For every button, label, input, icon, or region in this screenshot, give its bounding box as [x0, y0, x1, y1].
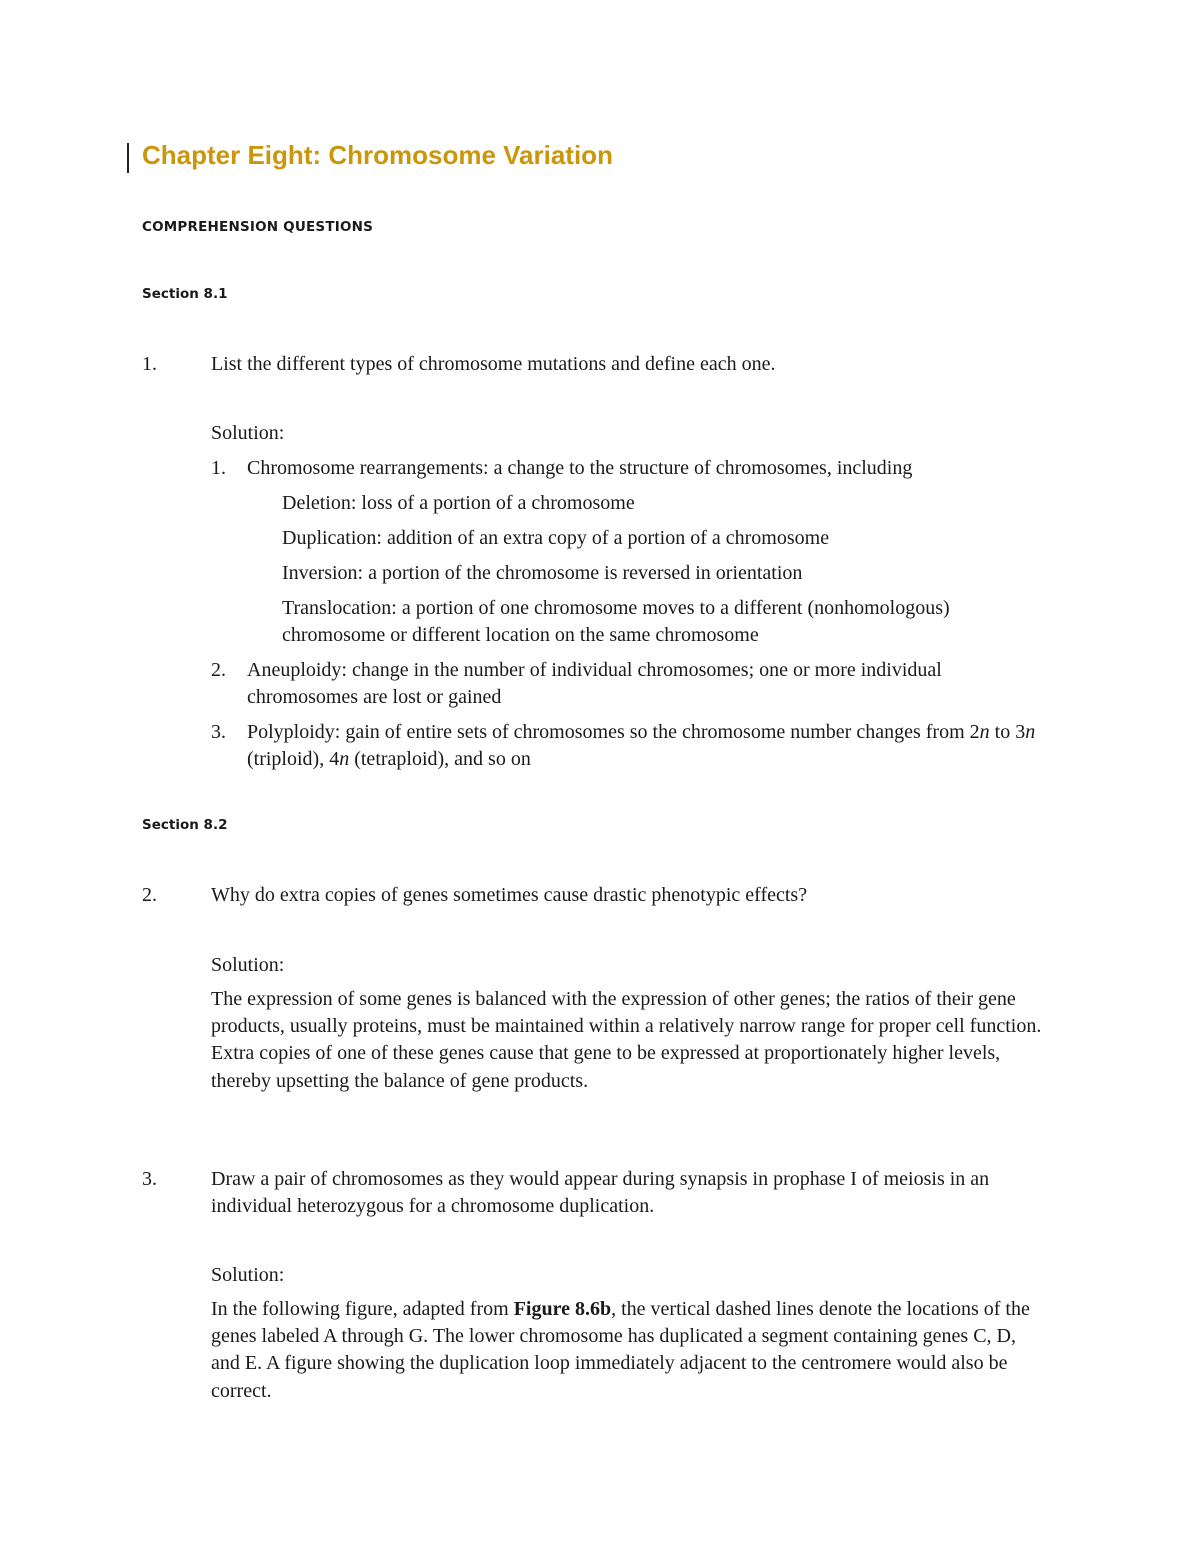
solution-label: Solution:: [211, 422, 285, 444]
section-heading-8-2: Section 8.2: [142, 817, 228, 833]
sub-item-translocation: Translocation: a portion of one chromosome moves to a different (nonhomologous) chromosome or different location on the same chromosome: [282, 597, 950, 646]
question-number: 3.: [142, 1168, 157, 1190]
question-text: Why do extra copies of genes sometimes cause drastic phenotypic effects?: [211, 884, 808, 906]
solution-text: In the following figure, adapted from Figure 8.6b, the vertical dashed lines denote the locations of the genes labeled A through G. The lower chromosome has duplicated a segment containing genes C, D, and E. A figure showing the duplication loop immediately adjacent to the centromere would also be correct.: [211, 1298, 1030, 1402]
solution-text: The expression of some genes is balanced with the expression of other genes; the ratios of their gene products, usually proteins, must be maintained within a relatively narrow range for proper cell function. Extra copies of one of these genes cause that gene to be expressed at proportionately higher levels, thereby upsetting the balance of gene products.: [211, 988, 1042, 1092]
chapter-title: Chapter Eight: Chromosome Variation: [142, 140, 613, 170]
list-item-text: Polyploidy: gain of entire sets of chromosomes so the chromosome number changes from 2n to 3n (triploid), 4n (tetraploid), and so on: [247, 721, 1036, 770]
comprehension-heading: COMPREHENSION QUESTIONS: [142, 219, 374, 235]
figure-reference: Figure 8.6b: [513, 1298, 612, 1320]
question-text: Draw a pair of chromosomes as they would appear during synapsis in prophase I of meiosis in an individual heterozygous for a chromosome duplication.: [211, 1168, 990, 1217]
sub-item-inversion: Inversion: a portion of the chromosome is reversed in orientation: [282, 562, 803, 584]
question-text: List the different types of chromosome mutations and define each one.: [211, 353, 776, 375]
list-item-number: 1.: [211, 457, 226, 479]
list-item-text: Aneuploidy: change in the number of individual chromosomes; one or more individual chromosomes are lost or gained: [247, 659, 942, 708]
sub-item-duplication: Duplication: addition of an extra copy of a portion of a chromosome: [282, 527, 830, 549]
question-number: 2.: [142, 884, 157, 906]
list-item-number: 2.: [211, 659, 226, 681]
solution-label: Solution:: [211, 1264, 285, 1286]
sub-item-deletion: Deletion: loss of a portion of a chromosome: [282, 492, 635, 514]
list-item-number: 3.: [211, 721, 226, 743]
revision-change-bar: [127, 143, 129, 173]
solution-label: Solution:: [211, 954, 285, 976]
list-item-text: Chromosome rearrangements: a change to the structure of chromosomes, including: [247, 457, 913, 479]
section-heading-8-1: Section 8.1: [142, 286, 228, 302]
question-number: 1.: [142, 353, 157, 375]
